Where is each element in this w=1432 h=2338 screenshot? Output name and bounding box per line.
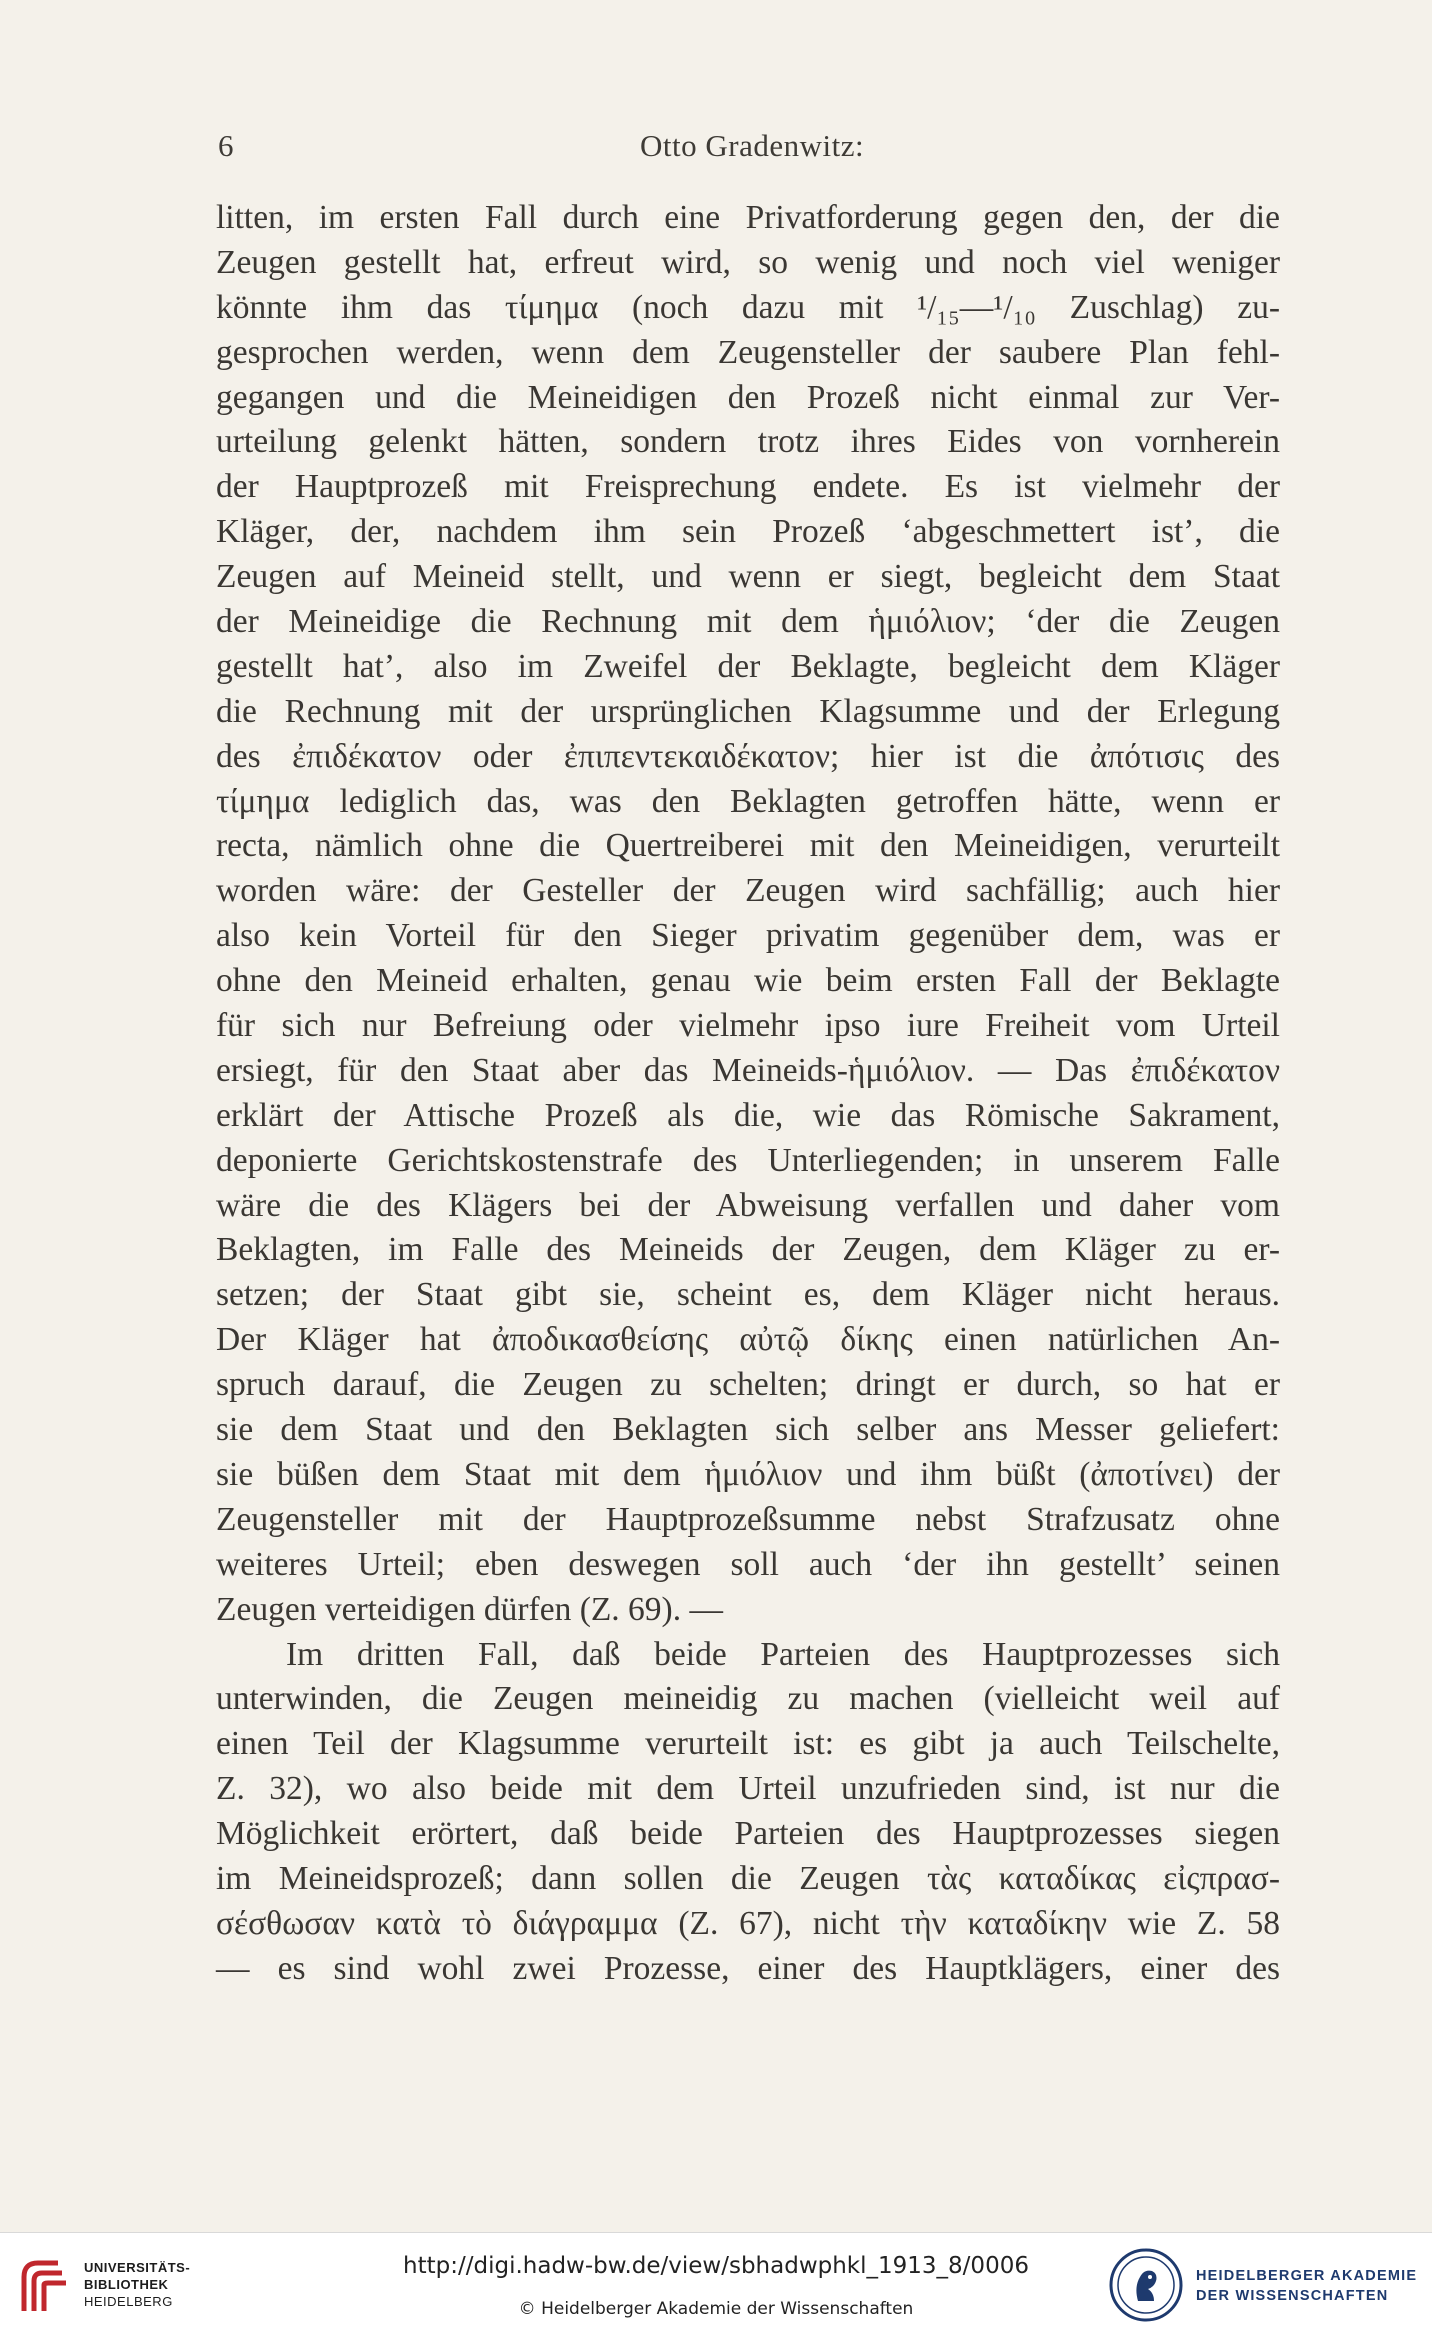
- text-line: Kläger, der, nachdem ihm sein Prozeß ‘abgeschmettert ist’, die: [216, 513, 1280, 551]
- text-line: sie dem Staat und den Beklagten sich selber ans Messer geliefert:: [216, 1411, 1280, 1449]
- text-line: gegangen und die Meineidigen den Prozeß nicht einmal zur Ver-: [216, 378, 1280, 416]
- permalink-url[interactable]: http://digi.hadw-bw.de/view/sbhadwphkl_1913_8/0006: [403, 2253, 1029, 2279]
- text-line: litten, im ersten Fall durch eine Privatforderung gegen den, der die: [216, 199, 1280, 236]
- text-line: gestellt hat’, also im Zweifel der Beklagte, begleicht dem Kläger: [216, 647, 1280, 685]
- text-line: für sich nur Befreiung oder vielmehr ipso iure Freiheit vom Urteil: [216, 1007, 1280, 1045]
- text-line: Zeugen gestellt hat, erfreut wird, so wenig und noch viel weniger: [216, 243, 1280, 281]
- text-line: im Meineidsprozeß; dann sollen die Zeugen τὰς καταδίκας εἰςπρασ-: [216, 1859, 1280, 1897]
- library-name-line: BIBLIOTHEK: [84, 2277, 169, 2292]
- text-line: urteilung gelenkt hätten, sondern trotz ihres Eides von vornherein: [216, 423, 1280, 461]
- text-line: worden wäre: der Gesteller der Zeugen wird sachfällig; auch hier: [216, 872, 1280, 910]
- text-line: die Rechnung mit der ursprünglichen Klagsumme und der Erlegung: [216, 692, 1280, 730]
- academy-seal-icon: [1108, 2247, 1184, 2323]
- text-line: τίμημα lediglich das, was den Beklagten getroffen hätte, wenn er: [216, 782, 1280, 820]
- text-line: Zeugen auf Meineid stellt, und wenn er siegt, begleicht dem Staat: [216, 558, 1280, 596]
- text-line: der Meineidige die Rechnung mit dem ἡμιόλιον; ‘der die Zeugen: [216, 603, 1280, 641]
- page-number: 6: [218, 128, 234, 163]
- text-line: unterwinden, die Zeugen meineidig zu machen (vielleicht weil auf: [216, 1680, 1280, 1718]
- library-name-line: UNIVERSITÄTS-: [84, 2260, 191, 2275]
- text-line: setzen; der Staat gibt sie, scheint es, dem Kläger nicht heraus.: [216, 1276, 1280, 1314]
- text-line: ohne den Meineid erhalten, genau wie beim ersten Fall der Beklagte: [216, 962, 1280, 1000]
- text-line: gesprochen werden, wenn dem Zeugensteller der saubere Plan fehl-: [216, 333, 1280, 371]
- text-line: Zeugensteller mit der Hauptprozeßsumme nebst Strafzusatz ohne: [216, 1500, 1280, 1538]
- text-line: spruch darauf, die Zeugen zu schelten; dringt er durch, so hat er: [216, 1366, 1280, 1404]
- running-title: Otto Gradenwitz:: [640, 128, 865, 163]
- body-text: [216, 196, 1280, 1992]
- text-line: deponierte Gerichtskostenstrafe des Unterliegenden; in unserem Falle: [216, 1141, 1280, 1179]
- academy-name: [1196, 2266, 1417, 2306]
- text-line: der Hauptprozeß mit Freisprechung endete. Es ist vielmehr der: [216, 468, 1280, 506]
- text-line: — es sind wohl zwei Prozesse, einer des Hauptklägers, einer des: [216, 1949, 1280, 1987]
- text-line: recta, nämlich ohne die Quertreiberei mit den Meineidigen, verurteilt: [216, 827, 1280, 865]
- text-line: wäre die des Klägers bei der Abweisung verfallen und daher vom: [216, 1186, 1280, 1224]
- text-line: könnte ihm das τίμημα (noch dazu mit ¹/₁₅—¹/₁₀ Zuschlag) zu-: [216, 288, 1280, 326]
- text-line: Z. 32), wo also beide mit dem Urteil unzufrieden sind, ist nur die: [216, 1770, 1280, 1808]
- text-line: Der Kläger hat ἀποδικασθείσης αὐτῷ δίκης einen natürlichen An-: [216, 1321, 1280, 1359]
- academy-name-line: DER WISSENSCHAFTEN: [1196, 2288, 1389, 2304]
- library-name-line: HEIDELBERG: [84, 2294, 173, 2309]
- copyright-notice: © Heidelberger Akademie der Wissenschaften: [518, 2299, 914, 2319]
- text-line: weiteres Urteil; eben deswegen soll auch ‘der ihn gestellt’ seinen: [216, 1545, 1280, 1583]
- text-line: Zeugen verteidigen dürfen (Z. 69). —: [216, 1590, 723, 1628]
- text-line: Im dritten Fall, daß beide Parteien des Hauptprozesses sich: [286, 1635, 1280, 1673]
- text-line: ersiegt, für den Staat aber das Meineids-ἡμιόλιον. — Das ἐπιδέκατον: [216, 1051, 1280, 1089]
- text-line: also kein Vorteil für den Sieger privatim gegenüber dem, was er: [216, 917, 1280, 955]
- academy-name-line: HEIDELBERGER AKADEMIE: [1196, 2268, 1418, 2284]
- text-line: Möglichkeit erörtert, daß beide Parteien des Hauptprozesses siegen: [216, 1815, 1280, 1853]
- text-line: einen Teil der Klagsumme verurteilt ist: es gibt ja auch Teilschelte,: [216, 1725, 1280, 1763]
- viewer-footer: [0, 2232, 1432, 2338]
- text-line: sie büßen dem Staat mit dem ἡμιόλιον und ihm büßt (ἀποτίνει) der: [216, 1455, 1280, 1493]
- text-line: erklärt der Attische Prozeß als die, wie das Römische Sakrament,: [216, 1096, 1280, 1134]
- text-line: σέσθωσαν κατὰ τὸ διάγραμμα (Z. 67), nicht τὴν καταδίκην wie Z. 58: [216, 1904, 1280, 1942]
- text-line: des ἐπιδέκατον oder ἐπιπεντεκαιδέκατον; hier ist die ἀπότισις des: [216, 737, 1280, 775]
- text-line: Beklagten, im Falle des Meineids der Zeugen, dem Kläger zu er-: [216, 1231, 1280, 1269]
